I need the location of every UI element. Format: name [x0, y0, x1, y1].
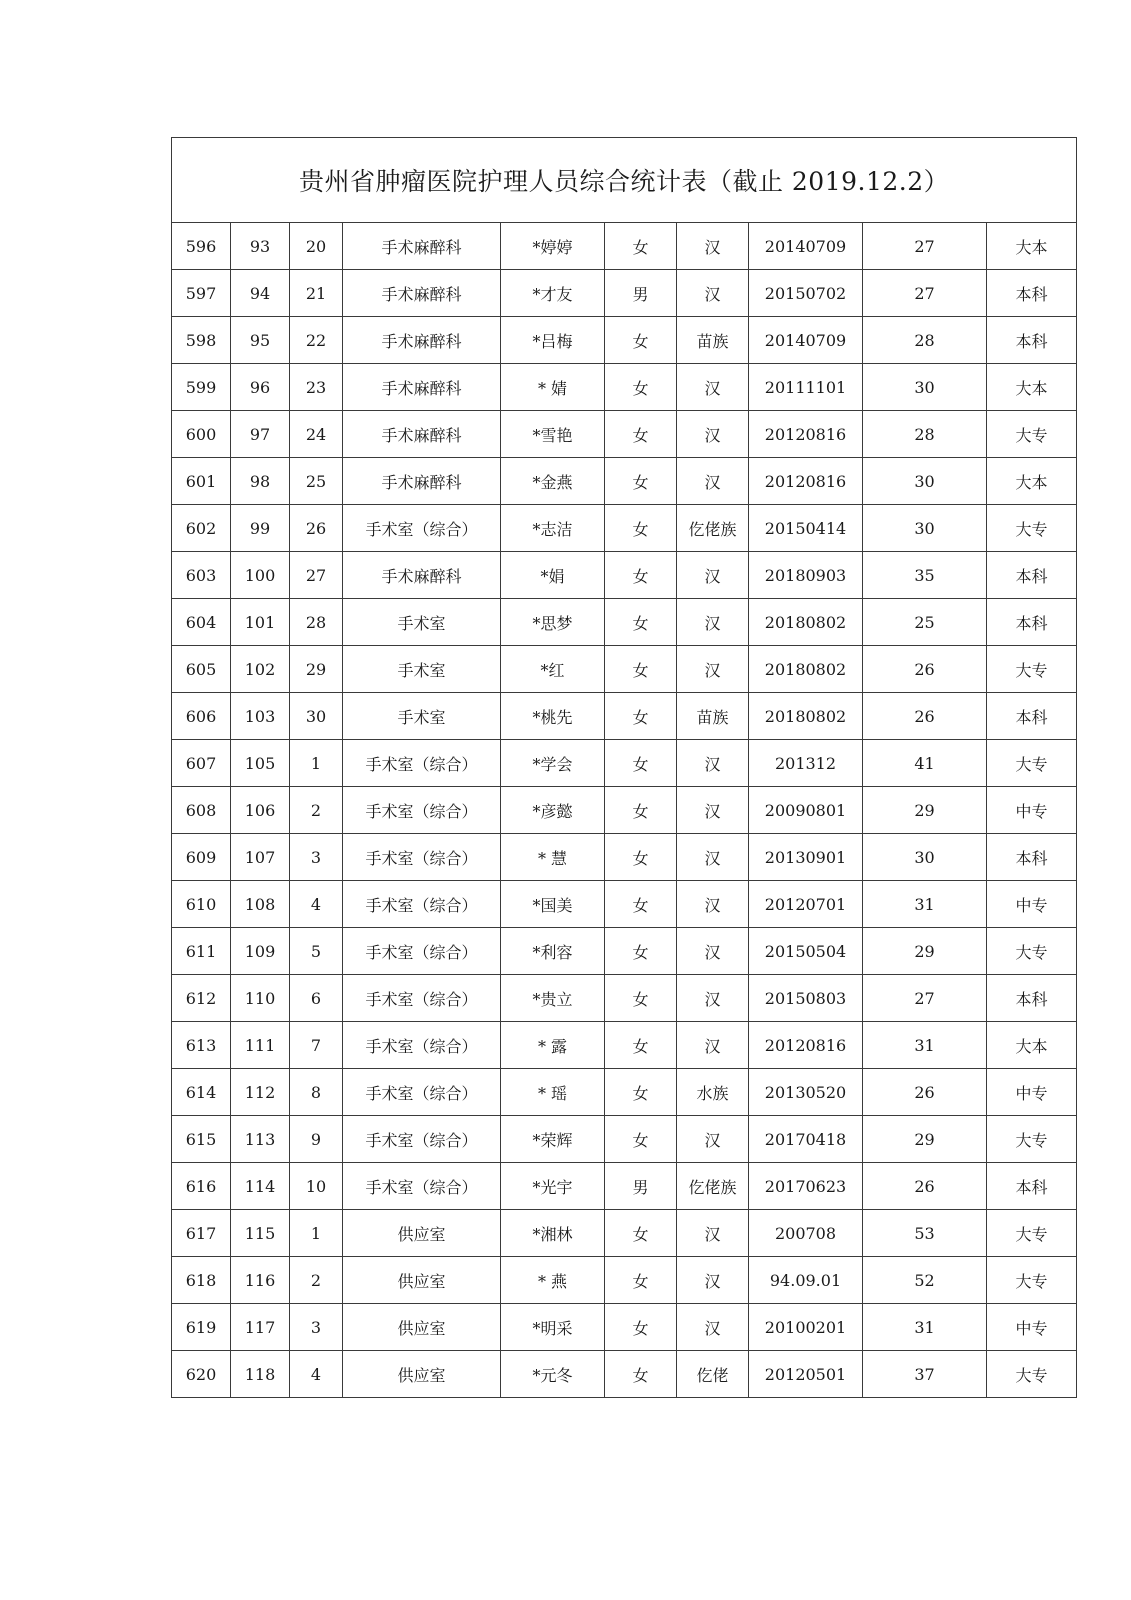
age-cell: 26: [863, 1163, 987, 1210]
department-cell: 供应室: [343, 1210, 501, 1257]
department-cell: 供应室: [343, 1257, 501, 1304]
sex-cell: 女: [605, 599, 677, 646]
work-start-date-cell: 20120816: [749, 1022, 863, 1069]
work-start-date-cell: 94.09.01: [749, 1257, 863, 1304]
serial-number-cell: 620: [172, 1351, 231, 1398]
age-cell: 26: [863, 646, 987, 693]
name-cell: * 慧: [501, 834, 605, 881]
statistics-sheet: [171, 137, 1076, 1398]
age-cell: 27: [863, 975, 987, 1022]
age-cell: 30: [863, 505, 987, 552]
sex-cell: 女: [605, 881, 677, 928]
work-start-date-cell: 20120501: [749, 1351, 863, 1398]
department-cell: 手术室（综合）: [343, 975, 501, 1022]
department-cell: 手术麻醉科: [343, 223, 501, 270]
table-row: [172, 552, 1077, 599]
group-number-cell: 108: [231, 881, 290, 928]
sex-cell: 女: [605, 411, 677, 458]
sequence-cell: 7: [290, 1022, 343, 1069]
title-row: [172, 138, 1077, 223]
education-cell: 大本: [987, 1022, 1077, 1069]
department-cell: 手术麻醉科: [343, 270, 501, 317]
group-number-cell: 95: [231, 317, 290, 364]
department-cell: 手术麻醉科: [343, 411, 501, 458]
ethnicity-cell: 苗族: [677, 693, 749, 740]
name-cell: *利容: [501, 928, 605, 975]
ethnicity-cell: 汉: [677, 740, 749, 787]
serial-number-cell: 610: [172, 881, 231, 928]
serial-number-cell: 609: [172, 834, 231, 881]
work-start-date-cell: 20150414: [749, 505, 863, 552]
education-cell: 大专: [987, 505, 1077, 552]
work-start-date-cell: 20150803: [749, 975, 863, 1022]
work-start-date-cell: 201312: [749, 740, 863, 787]
sequence-cell: 26: [290, 505, 343, 552]
serial-number-cell: 619: [172, 1304, 231, 1351]
serial-number-cell: 615: [172, 1116, 231, 1163]
table-row: [172, 881, 1077, 928]
ethnicity-cell: 汉: [677, 646, 749, 693]
department-cell: 手术室（综合）: [343, 881, 501, 928]
group-number-cell: 102: [231, 646, 290, 693]
group-number-cell: 107: [231, 834, 290, 881]
name-cell: * 露: [501, 1022, 605, 1069]
serial-number-cell: 607: [172, 740, 231, 787]
education-cell: 本科: [987, 552, 1077, 599]
education-cell: 大专: [987, 646, 1077, 693]
group-number-cell: 105: [231, 740, 290, 787]
table-row: [172, 1022, 1077, 1069]
group-number-cell: 109: [231, 928, 290, 975]
sex-cell: 女: [605, 975, 677, 1022]
sequence-cell: 24: [290, 411, 343, 458]
sex-cell: 女: [605, 740, 677, 787]
table-row: [172, 693, 1077, 740]
sequence-cell: 23: [290, 364, 343, 411]
department-cell: 手术室: [343, 599, 501, 646]
group-number-cell: 115: [231, 1210, 290, 1257]
group-number-cell: 112: [231, 1069, 290, 1116]
group-number-cell: 94: [231, 270, 290, 317]
department-cell: 手术室（综合）: [343, 928, 501, 975]
serial-number-cell: 614: [172, 1069, 231, 1116]
table-body: [172, 223, 1077, 1398]
education-cell: 中专: [987, 787, 1077, 834]
name-cell: *才友: [501, 270, 605, 317]
sex-cell: 女: [605, 1304, 677, 1351]
work-start-date-cell: 20090801: [749, 787, 863, 834]
serial-number-cell: 596: [172, 223, 231, 270]
ethnicity-cell: 汉: [677, 223, 749, 270]
name-cell: * 瑶: [501, 1069, 605, 1116]
group-number-cell: 114: [231, 1163, 290, 1210]
sex-cell: 女: [605, 1022, 677, 1069]
age-cell: 37: [863, 1351, 987, 1398]
name-cell: *学会: [501, 740, 605, 787]
name-cell: * 燕: [501, 1257, 605, 1304]
name-cell: *思梦: [501, 599, 605, 646]
table-row: [172, 928, 1077, 975]
department-cell: 手术室（综合）: [343, 740, 501, 787]
education-cell: 本科: [987, 693, 1077, 740]
group-number-cell: 118: [231, 1351, 290, 1398]
table-row: [172, 975, 1077, 1022]
age-cell: 31: [863, 1022, 987, 1069]
name-cell: *光宇: [501, 1163, 605, 1210]
serial-number-cell: 605: [172, 646, 231, 693]
department-cell: 手术室: [343, 646, 501, 693]
department-cell: 手术麻醉科: [343, 364, 501, 411]
department-cell: 手术室: [343, 693, 501, 740]
work-start-date-cell: 20150702: [749, 270, 863, 317]
work-start-date-cell: 200708: [749, 1210, 863, 1257]
work-start-date-cell: 20180802: [749, 646, 863, 693]
ethnicity-cell: 仡佬族: [677, 1163, 749, 1210]
sequence-cell: 1: [290, 740, 343, 787]
sex-cell: 女: [605, 317, 677, 364]
ethnicity-cell: 汉: [677, 787, 749, 834]
education-cell: 大专: [987, 411, 1077, 458]
department-cell: 手术麻醉科: [343, 552, 501, 599]
table-row: [172, 411, 1077, 458]
staff-statistics-table: [171, 137, 1077, 1398]
sex-cell: 女: [605, 1257, 677, 1304]
work-start-date-cell: 20140709: [749, 317, 863, 364]
serial-number-cell: 608: [172, 787, 231, 834]
sex-cell: 男: [605, 270, 677, 317]
sequence-cell: 21: [290, 270, 343, 317]
serial-number-cell: 618: [172, 1257, 231, 1304]
work-start-date-cell: 20111101: [749, 364, 863, 411]
ethnicity-cell: 汉: [677, 1210, 749, 1257]
sex-cell: 女: [605, 693, 677, 740]
sex-cell: 女: [605, 834, 677, 881]
education-cell: 中专: [987, 881, 1077, 928]
sex-cell: 女: [605, 787, 677, 834]
work-start-date-cell: 20130520: [749, 1069, 863, 1116]
serial-number-cell: 600: [172, 411, 231, 458]
table-row: [172, 1210, 1077, 1257]
age-cell: 25: [863, 599, 987, 646]
table-row: [172, 1163, 1077, 1210]
sequence-cell: 2: [290, 1257, 343, 1304]
sequence-cell: 20: [290, 223, 343, 270]
table-title: 贵州省肿瘤医院护理人员综合统计表（截止 2019.12.2）: [172, 138, 1077, 223]
sex-cell: 女: [605, 458, 677, 505]
sex-cell: 女: [605, 552, 677, 599]
ethnicity-cell: 汉: [677, 1257, 749, 1304]
ethnicity-cell: 苗族: [677, 317, 749, 364]
name-cell: *贵立: [501, 975, 605, 1022]
department-cell: 手术室（综合）: [343, 1163, 501, 1210]
ethnicity-cell: 汉: [677, 411, 749, 458]
work-start-date-cell: 20120701: [749, 881, 863, 928]
group-number-cell: 103: [231, 693, 290, 740]
ethnicity-cell: 汉: [677, 364, 749, 411]
education-cell: 大本: [987, 223, 1077, 270]
serial-number-cell: 597: [172, 270, 231, 317]
department-cell: 手术室（综合）: [343, 1069, 501, 1116]
education-cell: 大本: [987, 458, 1077, 505]
age-cell: 30: [863, 364, 987, 411]
work-start-date-cell: 20170418: [749, 1116, 863, 1163]
table-row: [172, 787, 1077, 834]
name-cell: *金燕: [501, 458, 605, 505]
serial-number-cell: 617: [172, 1210, 231, 1257]
education-cell: 大专: [987, 1257, 1077, 1304]
name-cell: *荣辉: [501, 1116, 605, 1163]
sex-cell: 女: [605, 1116, 677, 1163]
name-cell: *吕梅: [501, 317, 605, 364]
work-start-date-cell: 20180802: [749, 693, 863, 740]
work-start-date-cell: 20100201: [749, 1304, 863, 1351]
work-start-date-cell: 20140709: [749, 223, 863, 270]
name-cell: *湘林: [501, 1210, 605, 1257]
name-cell: *雪艳: [501, 411, 605, 458]
education-cell: 本科: [987, 1163, 1077, 1210]
ethnicity-cell: 汉: [677, 1022, 749, 1069]
table-row: [172, 1351, 1077, 1398]
work-start-date-cell: 20130901: [749, 834, 863, 881]
department-cell: 手术麻醉科: [343, 317, 501, 364]
serial-number-cell: 602: [172, 505, 231, 552]
sequence-cell: 3: [290, 1304, 343, 1351]
department-cell: 手术室（综合）: [343, 505, 501, 552]
work-start-date-cell: 20170623: [749, 1163, 863, 1210]
group-number-cell: 96: [231, 364, 290, 411]
ethnicity-cell: 仡佬: [677, 1351, 749, 1398]
table-row: [172, 458, 1077, 505]
table-row: [172, 740, 1077, 787]
table-row: [172, 364, 1077, 411]
ethnicity-cell: 汉: [677, 834, 749, 881]
table-row: [172, 223, 1077, 270]
ethnicity-cell: 汉: [677, 599, 749, 646]
serial-number-cell: 603: [172, 552, 231, 599]
ethnicity-cell: 汉: [677, 458, 749, 505]
sequence-cell: 9: [290, 1116, 343, 1163]
sequence-cell: 8: [290, 1069, 343, 1116]
name-cell: *娟: [501, 552, 605, 599]
sex-cell: 女: [605, 223, 677, 270]
serial-number-cell: 604: [172, 599, 231, 646]
serial-number-cell: 598: [172, 317, 231, 364]
serial-number-cell: 606: [172, 693, 231, 740]
department-cell: 手术室（综合）: [343, 1116, 501, 1163]
age-cell: 29: [863, 787, 987, 834]
age-cell: 27: [863, 223, 987, 270]
table-row: [172, 1304, 1077, 1351]
name-cell: *明采: [501, 1304, 605, 1351]
department-cell: 手术室（综合）: [343, 787, 501, 834]
sequence-cell: 10: [290, 1163, 343, 1210]
group-number-cell: 117: [231, 1304, 290, 1351]
age-cell: 52: [863, 1257, 987, 1304]
education-cell: 中专: [987, 1069, 1077, 1116]
education-cell: 大专: [987, 928, 1077, 975]
age-cell: 26: [863, 1069, 987, 1116]
sex-cell: 女: [605, 928, 677, 975]
group-number-cell: 99: [231, 505, 290, 552]
group-number-cell: 106: [231, 787, 290, 834]
age-cell: 28: [863, 411, 987, 458]
age-cell: 28: [863, 317, 987, 364]
group-number-cell: 111: [231, 1022, 290, 1069]
age-cell: 27: [863, 270, 987, 317]
sequence-cell: 30: [290, 693, 343, 740]
ethnicity-cell: 汉: [677, 270, 749, 317]
education-cell: 本科: [987, 975, 1077, 1022]
sex-cell: 女: [605, 1351, 677, 1398]
table-row: [172, 834, 1077, 881]
serial-number-cell: 601: [172, 458, 231, 505]
work-start-date-cell: 20120816: [749, 411, 863, 458]
group-number-cell: 101: [231, 599, 290, 646]
education-cell: 中专: [987, 1304, 1077, 1351]
department-cell: 手术麻醉科: [343, 458, 501, 505]
sex-cell: 女: [605, 1210, 677, 1257]
age-cell: 31: [863, 1304, 987, 1351]
education-cell: 大本: [987, 364, 1077, 411]
department-cell: 供应室: [343, 1351, 501, 1398]
name-cell: *婷婷: [501, 223, 605, 270]
education-cell: 本科: [987, 317, 1077, 364]
name-cell: *彦懿: [501, 787, 605, 834]
serial-number-cell: 613: [172, 1022, 231, 1069]
sequence-cell: 5: [290, 928, 343, 975]
age-cell: 53: [863, 1210, 987, 1257]
sex-cell: 女: [605, 1069, 677, 1116]
sex-cell: 女: [605, 364, 677, 411]
ethnicity-cell: 汉: [677, 1304, 749, 1351]
work-start-date-cell: 20180802: [749, 599, 863, 646]
table-row: [172, 1069, 1077, 1116]
group-number-cell: 97: [231, 411, 290, 458]
sequence-cell: 29: [290, 646, 343, 693]
sequence-cell: 27: [290, 552, 343, 599]
sequence-cell: 22: [290, 317, 343, 364]
age-cell: 29: [863, 1116, 987, 1163]
group-number-cell: 113: [231, 1116, 290, 1163]
ethnicity-cell: 汉: [677, 975, 749, 1022]
education-cell: 大专: [987, 1351, 1077, 1398]
sequence-cell: 4: [290, 1351, 343, 1398]
sex-cell: 男: [605, 1163, 677, 1210]
sequence-cell: 25: [290, 458, 343, 505]
work-start-date-cell: 20150504: [749, 928, 863, 975]
age-cell: 29: [863, 928, 987, 975]
education-cell: 本科: [987, 270, 1077, 317]
ethnicity-cell: 汉: [677, 881, 749, 928]
department-cell: 供应室: [343, 1304, 501, 1351]
serial-number-cell: 612: [172, 975, 231, 1022]
table-row: [172, 270, 1077, 317]
department-cell: 手术室（综合）: [343, 834, 501, 881]
age-cell: 30: [863, 834, 987, 881]
ethnicity-cell: 汉: [677, 1116, 749, 1163]
sequence-cell: 2: [290, 787, 343, 834]
group-number-cell: 110: [231, 975, 290, 1022]
table-row: [172, 505, 1077, 552]
sequence-cell: 1: [290, 1210, 343, 1257]
name-cell: *桃先: [501, 693, 605, 740]
sequence-cell: 28: [290, 599, 343, 646]
table-row: [172, 599, 1077, 646]
group-number-cell: 93: [231, 223, 290, 270]
table-row: [172, 317, 1077, 364]
age-cell: 41: [863, 740, 987, 787]
sex-cell: 女: [605, 646, 677, 693]
ethnicity-cell: 水族: [677, 1069, 749, 1116]
name-cell: *元冬: [501, 1351, 605, 1398]
age-cell: 26: [863, 693, 987, 740]
serial-number-cell: 599: [172, 364, 231, 411]
ethnicity-cell: 汉: [677, 928, 749, 975]
name-cell: * 婧: [501, 364, 605, 411]
serial-number-cell: 611: [172, 928, 231, 975]
table-row: [172, 1257, 1077, 1304]
ethnicity-cell: 汉: [677, 552, 749, 599]
table-row: [172, 1116, 1077, 1163]
group-number-cell: 98: [231, 458, 290, 505]
sequence-cell: 3: [290, 834, 343, 881]
work-start-date-cell: 20120816: [749, 458, 863, 505]
department-cell: 手术室（综合）: [343, 1022, 501, 1069]
sequence-cell: 4: [290, 881, 343, 928]
age-cell: 30: [863, 458, 987, 505]
education-cell: 大专: [987, 740, 1077, 787]
name-cell: *红: [501, 646, 605, 693]
education-cell: 大专: [987, 1116, 1077, 1163]
education-cell: 本科: [987, 599, 1077, 646]
ethnicity-cell: 仡佬族: [677, 505, 749, 552]
sex-cell: 女: [605, 505, 677, 552]
name-cell: *国美: [501, 881, 605, 928]
serial-number-cell: 616: [172, 1163, 231, 1210]
education-cell: 大专: [987, 1210, 1077, 1257]
work-start-date-cell: 20180903: [749, 552, 863, 599]
education-cell: 本科: [987, 834, 1077, 881]
sequence-cell: 6: [290, 975, 343, 1022]
group-number-cell: 100: [231, 552, 290, 599]
table-row: [172, 646, 1077, 693]
age-cell: 35: [863, 552, 987, 599]
age-cell: 31: [863, 881, 987, 928]
name-cell: *志洁: [501, 505, 605, 552]
group-number-cell: 116: [231, 1257, 290, 1304]
